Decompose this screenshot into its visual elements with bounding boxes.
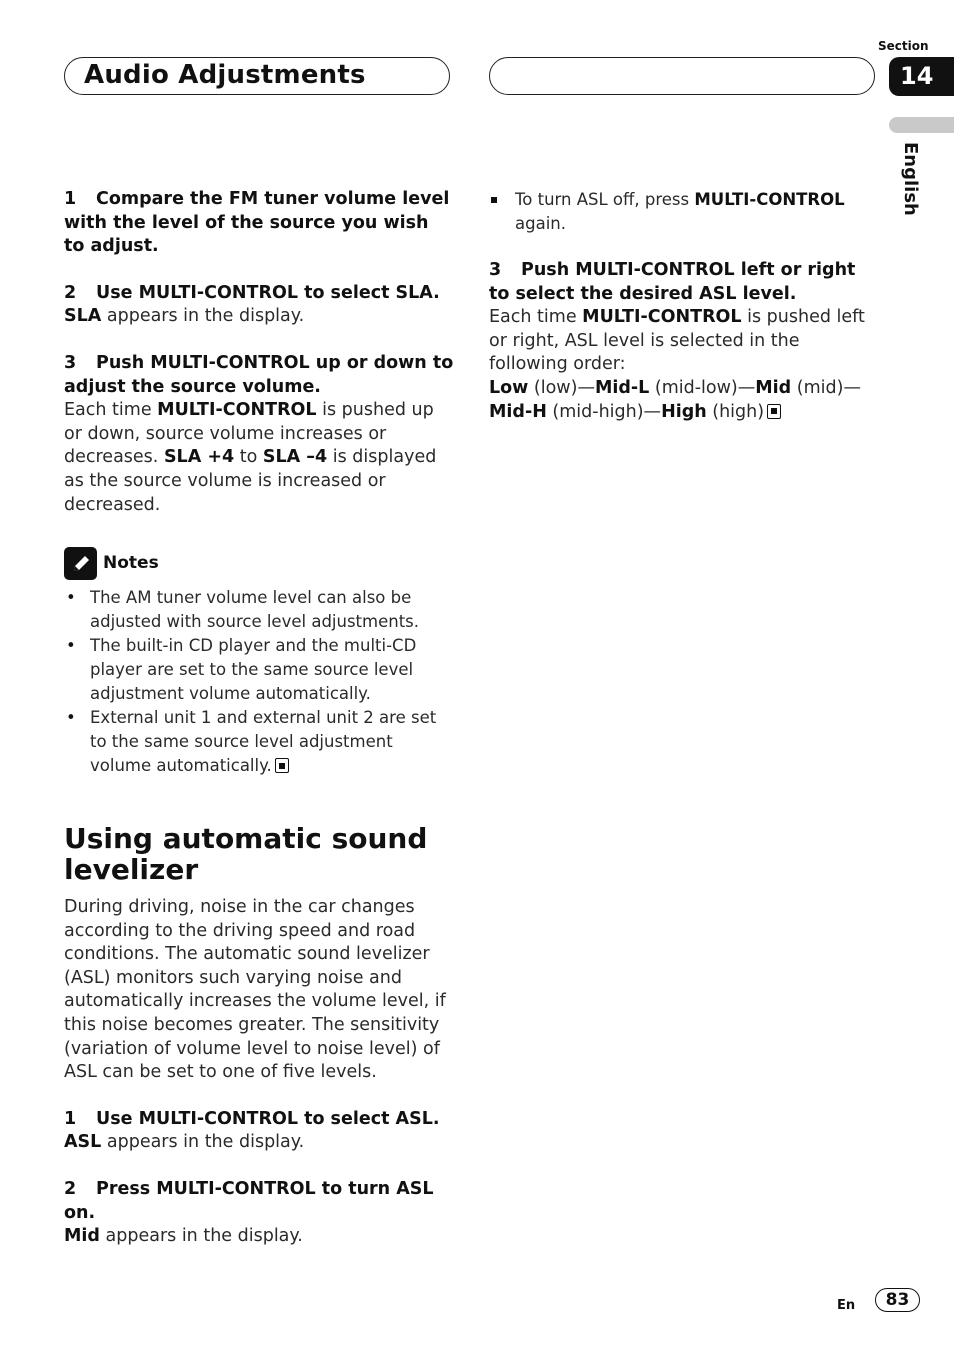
asl-level-order: Low (low)—Mid-L (mid-low)—Mid (mid)— Mid-H (mid-high)—High (high) xyxy=(489,377,861,422)
pencil-icon xyxy=(64,547,97,580)
right-column xyxy=(489,188,874,424)
asl-step-2: 2 Press MULTI-CONTROL to turn ASL on. xyxy=(64,1178,434,1223)
header-frame-right xyxy=(489,57,875,95)
section-heading: Using automatic sound levelizer xyxy=(64,822,428,886)
asl-step-3: 3 Push MULTI-CONTROL left or right to select the desired ASL level. xyxy=(489,260,856,304)
end-mark-icon xyxy=(767,404,781,419)
asl-section xyxy=(64,823,449,1249)
asl-off-tip: To turn ASL off, press MULTI-CONTROL again. xyxy=(489,188,874,236)
asl-step-2-body: Mid appears in the display. xyxy=(64,1226,303,1247)
note-item: • The built-in CD player and the multi-CD player are set to the same source level adjustment volume automatically. xyxy=(64,634,454,706)
notes-list xyxy=(64,586,454,778)
language-label: English xyxy=(900,142,921,216)
left-column xyxy=(64,188,454,778)
footer-language: En xyxy=(837,1298,856,1313)
note-item: • The AM tuner volume level can also be adjusted with source level adjustments. xyxy=(64,586,454,634)
asl-step-1: 1 Use MULTI-CONTROL to select ASL. xyxy=(64,1108,440,1129)
end-mark-icon xyxy=(275,758,289,773)
asl-step-3-body: Each time MULTI-CONTROL is pushed left or right, ASL level is selected in the following order: xyxy=(489,307,865,375)
notes-heading: Notes xyxy=(64,547,454,580)
asl-intro: During driving, noise in the car changes according to the driving speed and road conditions. The automatic sound levelizer (ASL) monitors such varying noise and automatically increases the volume level, if this noise becomes greater. The sensitivity (variation of volume level to noise level) of ASL can be set to one of five levels. xyxy=(64,897,446,1083)
step-2-select-sla: 2 Use MULTI-CONTROL to select SLA. xyxy=(64,282,440,303)
section-label: Section xyxy=(878,39,929,53)
asl-step-1-body: ASL appears in the display. xyxy=(64,1132,305,1153)
note-item: • External unit 1 and external unit 2 are set to the same source level adjustment volume automatically. xyxy=(64,706,454,778)
step-3-adjust-volume: 3 Push MULTI-CONTROL up or down to adjust the source volume. xyxy=(64,352,454,397)
step-3-body: Each time MULTI-CONTROL is pushed up or down, source volume increases or decreases. SLA +4 to SLA –4 is displayed as the source volume is increased or decreased. xyxy=(64,400,437,515)
page-number: 83 xyxy=(875,1288,920,1312)
step-1-compare: 1 Compare the FM tuner volume level with the level of the source you wish to adjust. xyxy=(64,189,450,257)
section-number: 14 xyxy=(889,57,954,96)
language-tab xyxy=(889,117,954,133)
page-title: Audio Adjustments xyxy=(84,60,366,90)
step-2-body: SLA appears in the display. xyxy=(64,306,305,327)
